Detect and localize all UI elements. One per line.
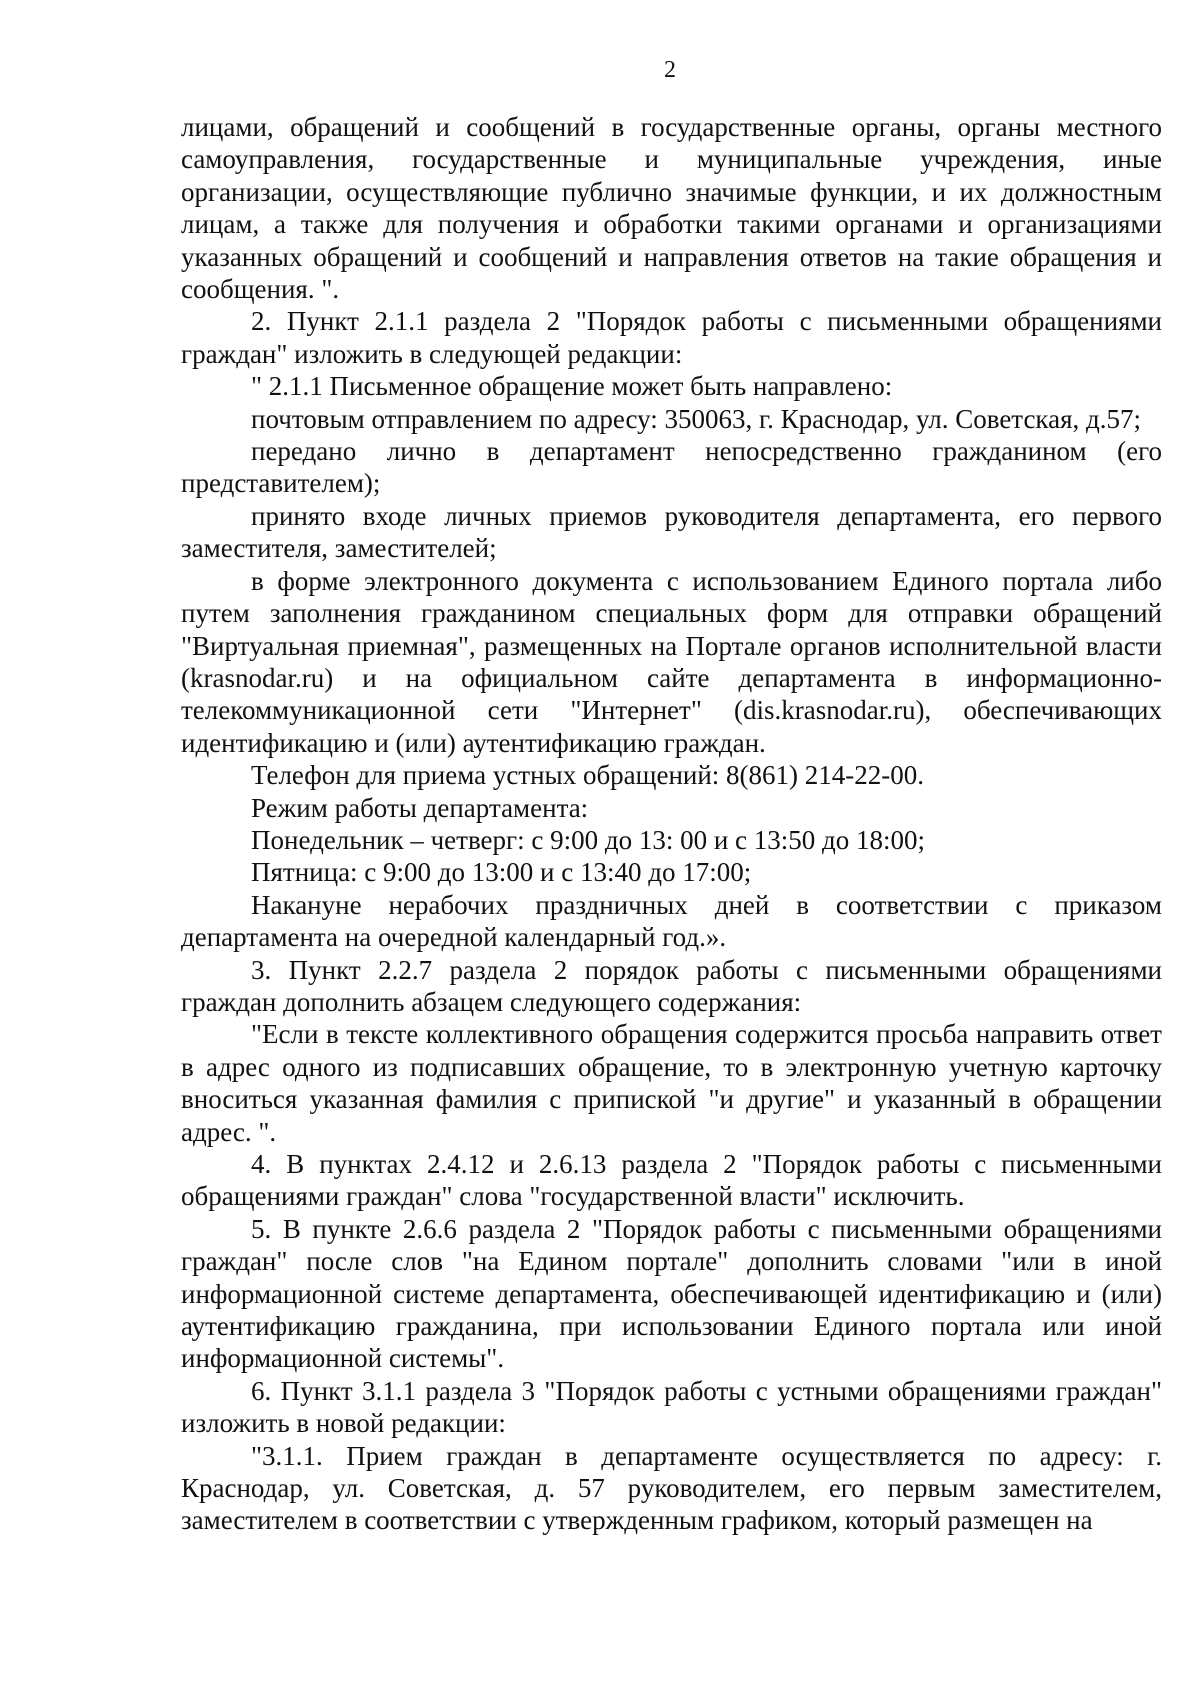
document-body [181,111,1162,1537]
paragraph-reception: принято входе личных приемов руководителя департамента, его первого заместителя, заместителей; [181,500,1162,564]
paragraph-item-6: 6. Пункт 3.1.1 раздела 3 "Порядок работы с устными обращениями граждан" изложить в новой редакции: [181,1375,1162,1439]
paragraph-work-mode: Режим работы департамента: [251,792,589,823]
paragraph-item-3: 3. Пункт 2.2.7 раздела 2 порядок работы с письменными обращениями граждан дополнить абзацем следующего содержания: [181,954,1162,1017]
paragraph-collective: "Если в тексте коллективного обращения содержится просьба направить ответ в адрес одного из подписавших обращение, то в электронную учетную карточку вноситься указанная фамилия с припиской "и другие" и указанный в обращении адрес. ". [181,1019,1162,1147]
paragraph-electronic: в форме электронного документа с использованием Единого портала либо путем заполнения гражданином специальных форм для отправки обращений "Виртуальная приемная", размещенных на Портале органов исполнительной власти (krasnodar.ru) и на официальном сайте департамента в информационно-телекоммуникационной сети "Интернет" (dis.krasnodar.ru), обеспечивающих идентификацию и (или) аутентификацию граждан. [181,565,1162,758]
paragraph-holidays: Накануне нерабочих праздничных дней в соответствии с приказом департамента на очередной календарный год.». [181,889,1162,953]
paragraph-item-5: 5. В пункте 2.6.6 раздела 2 "Порядок работы с письменными обращениями граждан" после слов "на Едином портале" дополнить словами "или в иной информационной системе департамента, обеспечивающей идентификацию и (или) аутентификацию гражданина, при использовании Единого портала или иной информационной системы". [181,1213,1162,1374]
paragraph-2-1-1: " 2.1.1 Письменное обращение может быть направлено: [251,371,893,402]
paragraph-item-4: 4. В пунктах 2.4.12 и 2.6.13 раздела 2 "Порядок работы с письменными обращениями граждан" слова "государственной власти" исключить. [181,1149,1162,1212]
paragraph-mon-thu: Понедельник – четверг: с 9:00 до 13: 00 и с 13:50 до 18:00; [251,824,926,855]
paragraph-friday: Пятница: с 9:00 до 13:00 и с 13:40 до 17:00; [251,857,752,888]
paragraph-phone: Телефон для приема устных обращений: 8(861) 214-22-00. [251,760,925,791]
paragraph-in-person: передано лично в департамент непосредственно гражданином (его представителем); [181,436,1162,499]
paragraph-item-2: 2. Пункт 2.1.1 раздела 2 "Порядок работы с письменными обращениями граждан" изложить в следующей редакции: [181,306,1162,369]
page-number: 2 [664,57,676,83]
paragraph-continuation: лицами, обращений и сообщений в государственные органы, органы местного самоуправления, государственные и муниципальные учреждения, иные организации, осуществляющие публично значимые функции, и их должностным лицам, а также для получения и обработки такими органами и организациями указанных обращений и сообщений и направления ответов на такие обращения и сообщения. ". [181,112,1162,305]
paragraph-postal: почтовым отправлением по адресу: 350063, г. Краснодар, ул. Советская, д.57; [251,403,1142,434]
paragraph-3-1-1: "3.1.1. Прием граждан в департаменте осуществляется по адресу: г. Краснодар, ул. Советская, д. 57 руководителем, его первым заместителем, заместителем в соответствии с утвержденным графиком, который размещен на [181,1440,1162,1536]
